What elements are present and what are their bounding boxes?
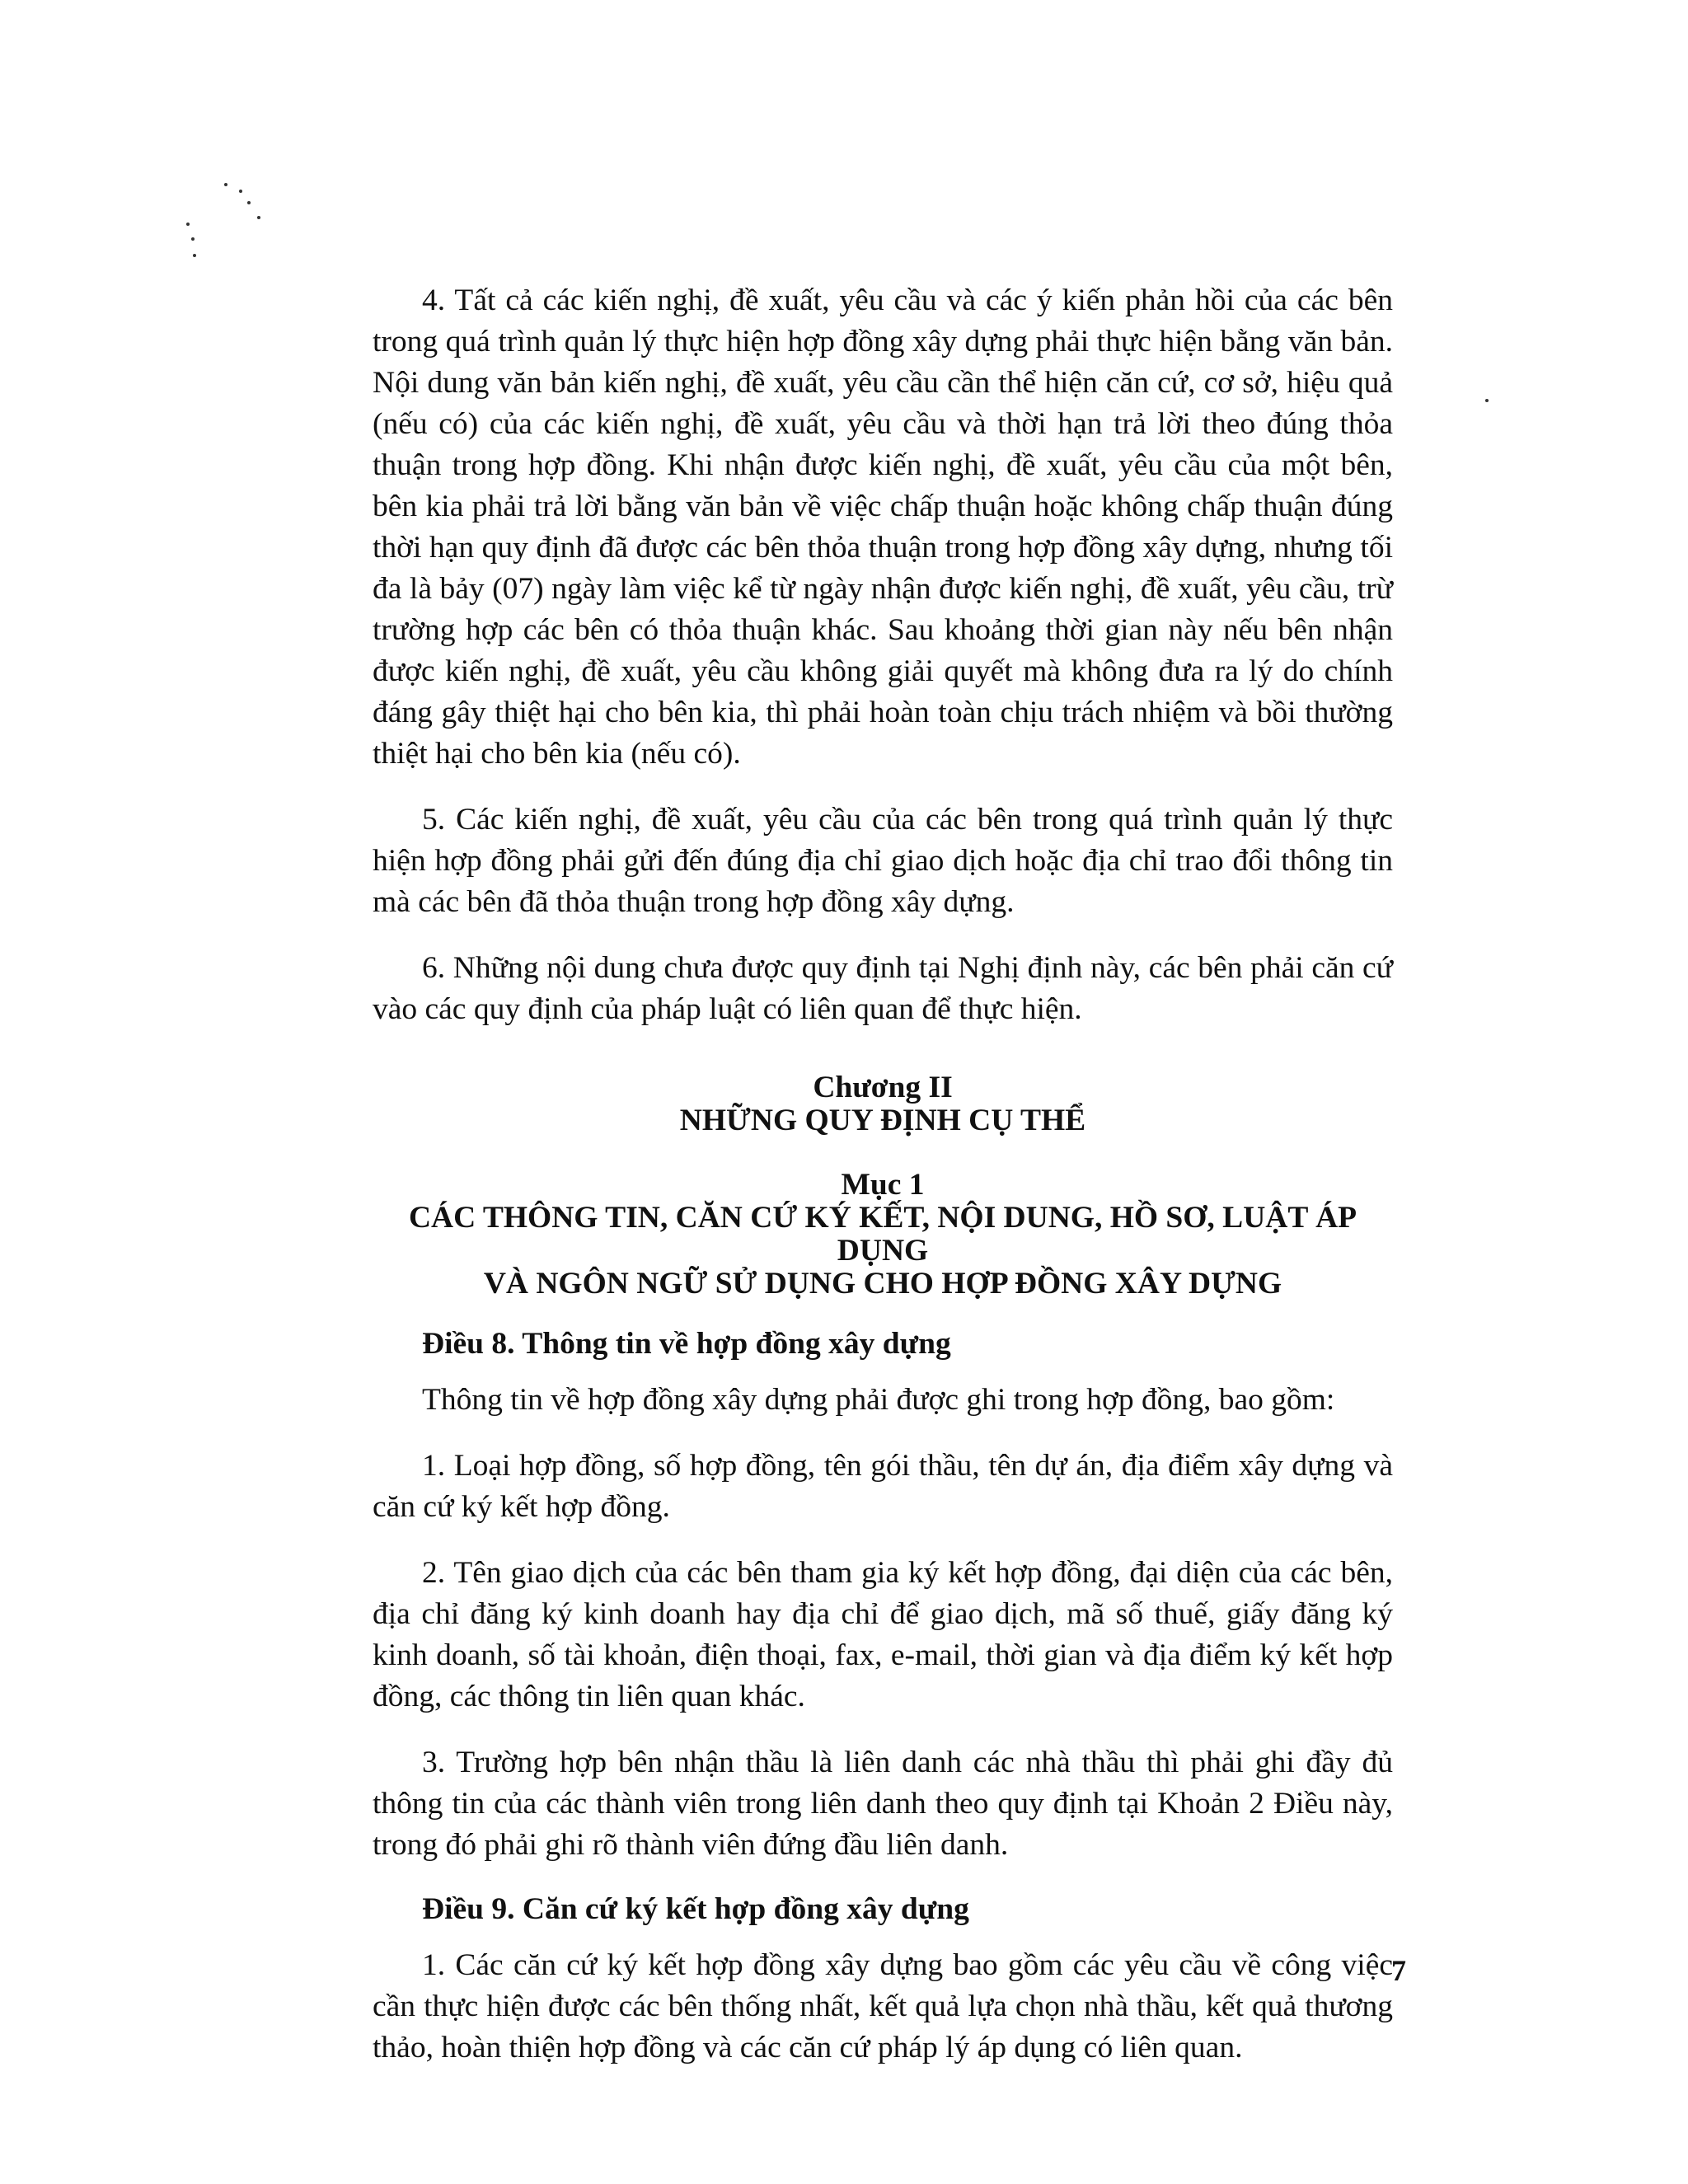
scan-speck <box>186 223 190 226</box>
scan-speck <box>257 216 260 219</box>
document-body <box>373 280 1393 2069</box>
chapter-title: NHỮNG QUY ĐỊNH CỤ THỂ <box>679 1104 1086 1137</box>
clause-5: 5. Các kiến nghị, đề xuất, yêu cầu của các bên trong quá trình quản lý thực hiện hợp đồng phải gửi đến đúng địa chỉ giao dịch hoặc địa chỉ trao đổi thông tin mà các bên đã thỏa thuận trong hợp đồng xây dựng. <box>373 803 1393 919</box>
chapter-number: Chương II <box>813 1071 953 1104</box>
article-8-item-3: 3. Trường hợp bên nhận thầu là liên danh các nhà thầu thì phải ghi đầy đủ thông tin của các thành viên trong liên danh theo quy định tại Khoản 2 Điều này, trong đó phải ghi rõ thành viên đứng đầu liên danh. <box>373 1746 1393 1862</box>
scan-speck <box>1485 399 1489 402</box>
section-title-line-1: CÁC THÔNG TIN, CĂN CỨ KÝ KẾT, NỘI DUNG, HỒ SƠ, LUẬT ÁP DỤNG <box>408 1201 1357 1268</box>
clause-4: 4. Tất cả các kiến nghị, đề xuất, yêu cầu và các ý kiến phản hồi của các bên trong quá trình quản lý thực hiện hợp đồng xây dựng phải thực hiện bằng văn bản. Nội dung văn bản kiến nghị, đề xuất, yêu cầu cần thể hiện căn cứ, cơ sở, hiệu quả (nếu có) của các kiến nghị, đề xuất, yêu cầu và thời hạn trả lời theo đúng thỏa thuận trong hợp đồng. Khi nhận được kiến nghị, đề xuất, yêu cầu của một bên, bên kia phải trả lời bằng văn bản về việc chấp thuận hoặc không chấp thuận đúng thời hạn quy định đã được các bên thỏa thuận trong hợp đồng xây dựng, nhưng tối đa là bảy (07) ngày làm việc kể từ ngày nhận được kiến nghị, đề xuất, yêu cầu, trừ trường hợp các bên có thỏa thuận khác. Sau khoảng thời gian này nếu bên nhận được kiến nghị, đề xuất, yêu cầu không giải quyết mà không đưa ra lý do chính đáng gây thiệt hại cho bên kia, thì phải hoàn toàn chịu trách nhiệm và bồi thường thiệt hại cho bên kia (nếu có). <box>373 284 1393 771</box>
article-9-title: Điều 9. Căn cứ ký kết hợp đồng xây dựng <box>422 1892 969 1926</box>
article-8-item-1: 1. Loại hợp đồng, số hợp đồng, tên gói thầu, tên dự án, địa điểm xây dựng và căn cứ ký kết hợp đồng. <box>373 1449 1393 1524</box>
scan-speck <box>239 190 242 193</box>
article-9-item-1: 1. Các căn cứ ký kết hợp đồng xây dựng bao gồm các yêu cầu về công việc cần thực hiện được các bên thống nhất, kết quả lựa chọn nhà thầu, kết quả thương thảo, hoàn thiện hợp đồng và các căn cứ pháp lý áp dụng có liên quan. <box>373 1948 1393 2064</box>
scan-speck <box>193 254 196 257</box>
article-8-intro: Thông tin về hợp đồng xây dựng phải được ghi trong hợp đồng, bao gồm: <box>422 1383 1335 1417</box>
section-title-line-2: VÀ NGÔN NGỮ SỬ DỤNG CHO HỢP ĐỒNG XÂY DỰNG <box>483 1267 1282 1301</box>
section-heading <box>373 1169 1393 1301</box>
chapter-heading <box>373 1071 1393 1137</box>
scan-speck <box>224 183 227 186</box>
article-8-title: Điều 8. Thông tin về hợp đồng xây dựng <box>422 1327 951 1361</box>
page-number: 7 <box>1391 1954 1406 1987</box>
scan-speck <box>191 237 195 241</box>
clause-6: 6. Những nội dung chưa được quy định tại Nghị định này, các bên phải căn cứ vào các quy định của pháp luật có liên quan để thực hiện. <box>373 951 1393 1026</box>
section-number: Mục 1 <box>841 1168 925 1202</box>
article-8-item-2: 2. Tên giao dịch của các bên tham gia ký kết hợp đồng, đại diện của các bên, địa chỉ đăng ký kinh doanh hay địa chỉ để giao dịch, mã số thuế, giấy đăng ký kinh doanh, số tài khoản, điện thoại, fax, e-mail, thời gian và địa điểm ký kết hợp đồng, các thông tin liên quan khác. <box>373 1556 1393 1713</box>
scan-speck <box>247 201 251 204</box>
